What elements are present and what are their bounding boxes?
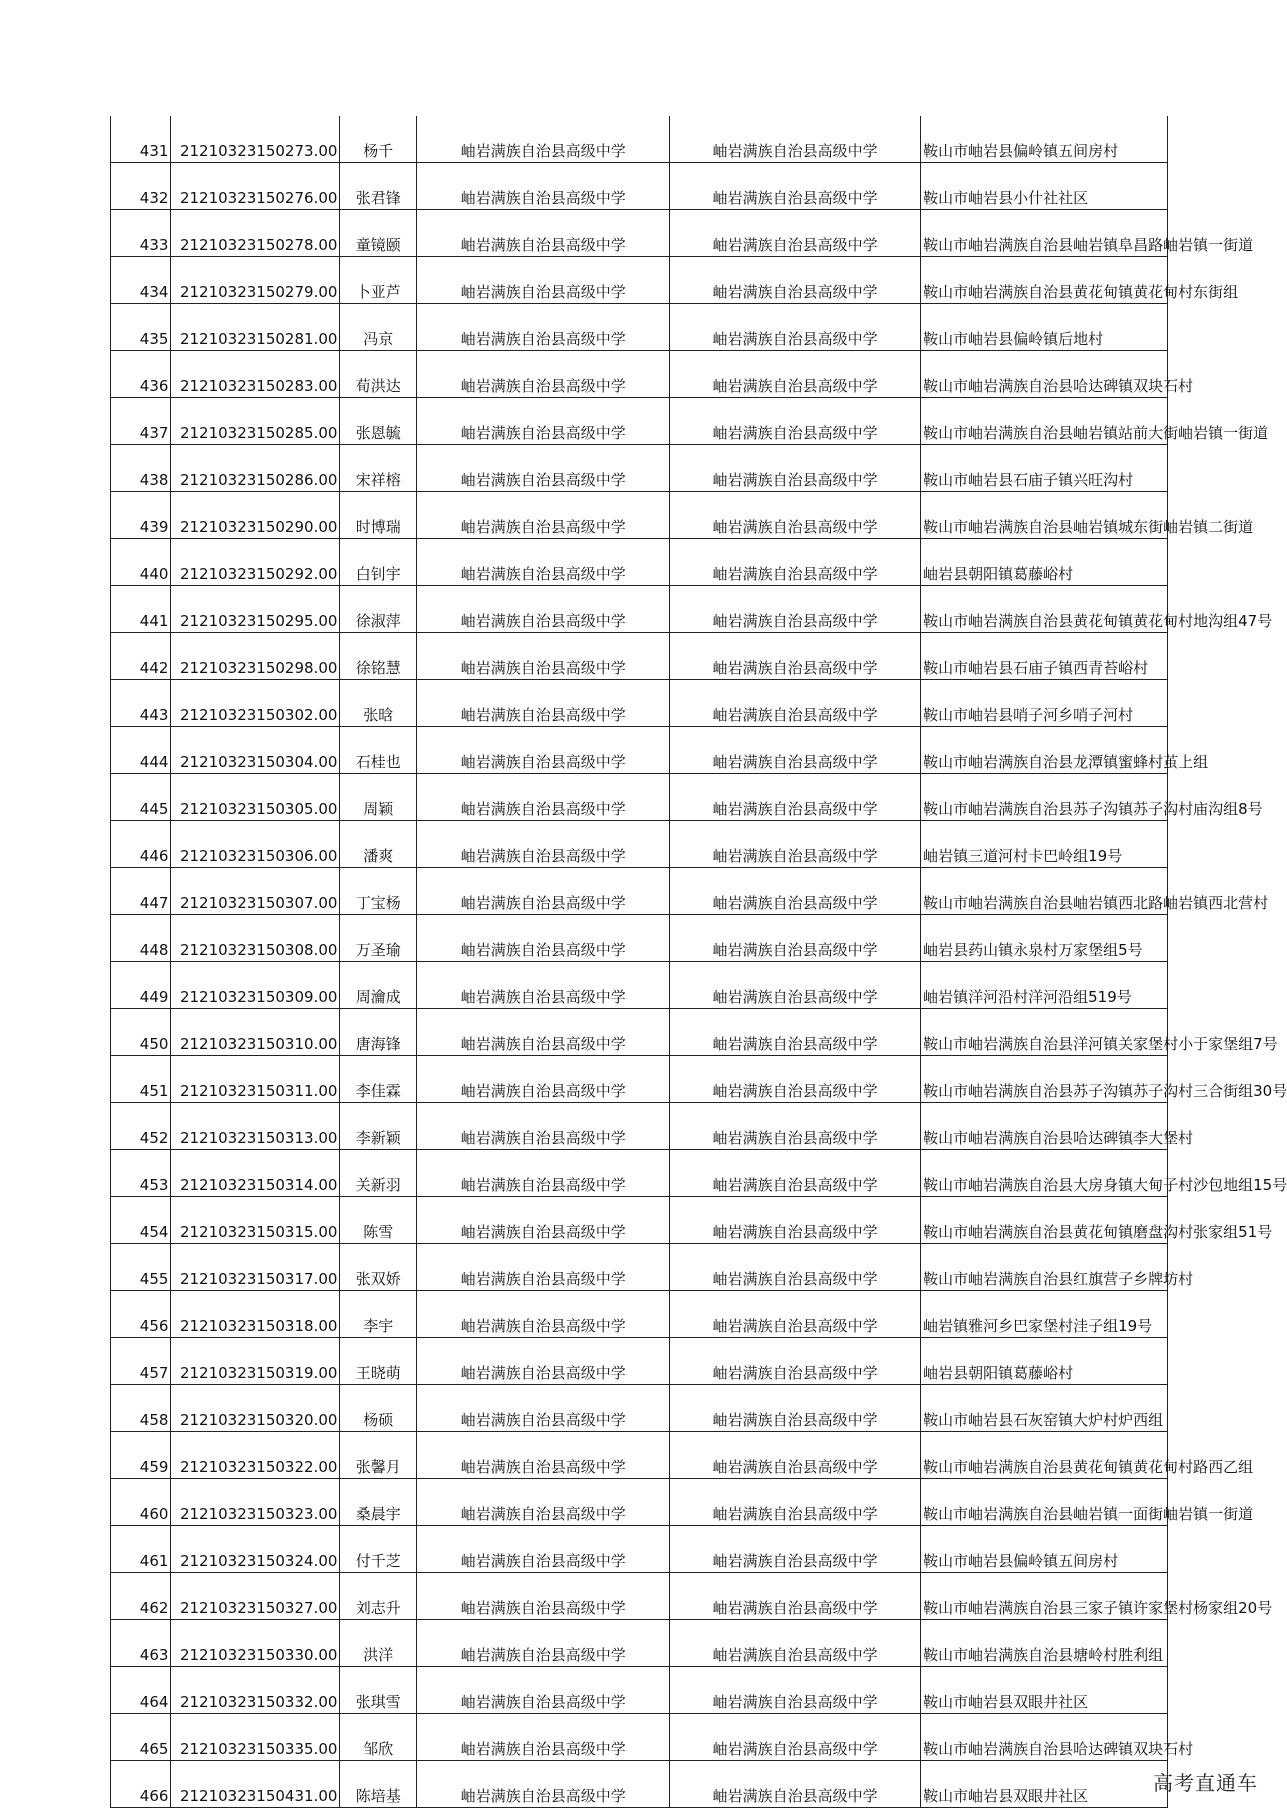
school-cell: 岫岩满族自治县高级中学 [417,163,670,210]
address-cell: 鞍山市岫岩满族自治县岫岩镇站前大街岫岩镇一街道 [921,398,1168,445]
row-number-cell: 451 [111,1056,171,1103]
graduating-school-cell: 岫岩满族自治县高级中学 [670,1009,921,1056]
address-cell: 鞍山市岫岩县石庙子镇西青苔峪村 [921,633,1168,680]
table-row [111,304,1168,351]
row-number-cell: 452 [111,1103,171,1150]
graduating-school-cell: 岫岩满族自治县高级中学 [670,868,921,915]
graduating-school-cell: 岫岩满族自治县高级中学 [670,1526,921,1573]
exam-id-cell: 21210323150332.00 [171,1667,340,1714]
student-name-cell: 张双娇 [340,1244,417,1291]
table-row [111,821,1168,868]
table-row [111,1009,1168,1056]
student-name-cell: 徐铭慧 [340,633,417,680]
address-cell: 鞍山市岫岩满族自治县大房身镇大甸子村沙包地组15号 [921,1150,1168,1197]
exam-id-cell: 21210323150308.00 [171,915,340,962]
address-cell: 鞍山市岫岩满族自治县苏子沟镇苏子沟村庙沟组8号 [921,774,1168,821]
exam-id-cell: 21210323150311.00 [171,1056,340,1103]
graduating-school-cell: 岫岩满族自治县高级中学 [670,1714,921,1761]
exam-id-cell: 21210323150320.00 [171,1385,340,1432]
exam-id-cell: 21210323150302.00 [171,680,340,727]
school-cell: 岫岩满族自治县高级中学 [417,304,670,351]
address-cell: 鞍山市岫岩县小什社社区 [921,163,1168,210]
table-row [111,1291,1168,1338]
table-row [111,727,1168,774]
row-number-cell: 433 [111,210,171,257]
student-name-cell: 杨千 [340,116,417,163]
exam-id-cell: 21210323150285.00 [171,398,340,445]
table-row [111,774,1168,821]
graduating-school-cell: 岫岩满族自治县高级中学 [670,821,921,868]
table-row [111,868,1168,915]
row-number-cell: 459 [111,1432,171,1479]
student-name-cell: 桑晨宇 [340,1479,417,1526]
exam-id-cell: 21210323150305.00 [171,774,340,821]
row-number-cell: 441 [111,586,171,633]
exam-id-cell: 21210323150290.00 [171,492,340,539]
graduating-school-cell: 岫岩满族自治县高级中学 [670,210,921,257]
address-cell: 岫岩县朝阳镇葛藤峪村 [921,539,1168,586]
student-name-cell: 荀洪达 [340,351,417,398]
exam-id-cell: 21210323150327.00 [171,1573,340,1620]
graduating-school-cell: 岫岩满族自治县高级中学 [670,539,921,586]
address-cell: 鞍山市岫岩满族自治县红旗营子乡牌坊村 [921,1244,1168,1291]
school-cell: 岫岩满族自治县高级中学 [417,1526,670,1573]
school-cell: 岫岩满族自治县高级中学 [417,116,670,163]
address-cell: 鞍山市岫岩满族自治县苏子沟镇苏子沟村三合街组30号 [921,1056,1168,1103]
graduating-school-cell: 岫岩满族自治县高级中学 [670,680,921,727]
exam-id-cell: 21210323150309.00 [171,962,340,1009]
table-row [111,633,1168,680]
table-row [111,539,1168,586]
row-number-cell: 435 [111,304,171,351]
table-row [111,492,1168,539]
exam-id-cell: 21210323150281.00 [171,304,340,351]
exam-id-cell: 21210323150330.00 [171,1620,340,1667]
row-number-cell: 432 [111,163,171,210]
graduating-school-cell: 岫岩满族自治县高级中学 [670,304,921,351]
student-name-cell: 洪洋 [340,1620,417,1667]
graduating-school-cell: 岫岩满族自治县高级中学 [670,398,921,445]
student-name-cell: 宋祥榕 [340,445,417,492]
graduating-school-cell: 岫岩满族自治县高级中学 [670,1197,921,1244]
address-cell: 岫岩镇三道河村卡巴岭组19号 [921,821,1168,868]
student-name-cell: 张晗 [340,680,417,727]
student-name-cell: 张馨月 [340,1432,417,1479]
table-row [111,1573,1168,1620]
school-cell: 岫岩满族自治县高级中学 [417,680,670,727]
graduating-school-cell: 岫岩满族自治县高级中学 [670,1667,921,1714]
exam-id-cell: 21210323150318.00 [171,1291,340,1338]
graduating-school-cell: 岫岩满族自治县高级中学 [670,163,921,210]
student-name-cell: 冯京 [340,304,417,351]
school-cell: 岫岩满族自治县高级中学 [417,633,670,680]
student-name-cell: 邹欣 [340,1714,417,1761]
address-cell: 鞍山市岫岩满族自治县黄花甸镇磨盘沟村张家组51号 [921,1197,1168,1244]
school-cell: 岫岩满族自治县高级中学 [417,257,670,304]
school-cell: 岫岩满族自治县高级中学 [417,351,670,398]
graduating-school-cell: 岫岩满族自治县高级中学 [670,1244,921,1291]
student-name-cell: 王晓萌 [340,1338,417,1385]
table-row [111,1526,1168,1573]
row-number-cell: 444 [111,727,171,774]
row-number-cell: 445 [111,774,171,821]
table-row [111,1432,1168,1479]
address-cell: 鞍山市岫岩满族自治县黄花甸镇黄花甸村东街组 [921,257,1168,304]
exam-id-cell: 21210323150335.00 [171,1714,340,1761]
school-cell: 岫岩满族自治县高级中学 [417,1056,670,1103]
address-cell: 鞍山市岫岩县偏岭镇后地村 [921,304,1168,351]
school-cell: 岫岩满族自治县高级中学 [417,774,670,821]
table-row [111,1244,1168,1291]
school-cell: 岫岩满族自治县高级中学 [417,1573,670,1620]
school-cell: 岫岩满族自治县高级中学 [417,962,670,1009]
graduating-school-cell: 岫岩满族自治县高级中学 [670,633,921,680]
student-name-cell: 关新羽 [340,1150,417,1197]
table-row [111,680,1168,727]
table-row [111,1714,1168,1761]
row-number-cell: 464 [111,1667,171,1714]
address-cell: 鞍山市岫岩满族自治县哈达碑镇双块石村 [921,1714,1168,1761]
table-row [111,1056,1168,1103]
address-cell: 鞍山市岫岩县石庙子镇兴旺沟村 [921,445,1168,492]
exam-id-cell: 21210323150292.00 [171,539,340,586]
row-number-cell: 442 [111,633,171,680]
student-name-cell: 陈培基 [340,1761,417,1808]
exam-id-cell: 21210323150276.00 [171,163,340,210]
address-cell: 鞍山市岫岩满族自治县塘岭村胜利组 [921,1620,1168,1667]
table-row [111,1197,1168,1244]
row-number-cell: 462 [111,1573,171,1620]
exam-id-cell: 21210323150319.00 [171,1338,340,1385]
address-cell: 鞍山市岫岩县偏岭镇五间房村 [921,1526,1168,1573]
row-number-cell: 461 [111,1526,171,1573]
student-name-cell: 时博瑞 [340,492,417,539]
row-number-cell: 456 [111,1291,171,1338]
exam-id-cell: 21210323150304.00 [171,727,340,774]
graduating-school-cell: 岫岩满族自治县高级中学 [670,1620,921,1667]
address-cell: 岫岩县朝阳镇葛藤峪村 [921,1338,1168,1385]
exam-id-cell: 21210323150314.00 [171,1150,340,1197]
row-number-cell: 439 [111,492,171,539]
graduating-school-cell: 岫岩满族自治县高级中学 [670,1056,921,1103]
graduating-school-cell: 岫岩满族自治县高级中学 [670,1573,921,1620]
student-name-cell: 石桂也 [340,727,417,774]
address-cell: 鞍山市岫岩满族自治县龙潭镇蜜蜂村茧上组 [921,727,1168,774]
student-name-cell: 杨硕 [340,1385,417,1432]
row-number-cell: 440 [111,539,171,586]
student-name-cell: 童镜颐 [340,210,417,257]
exam-id-cell: 21210323150273.00 [171,116,340,163]
exam-id-cell: 21210323150307.00 [171,868,340,915]
school-cell: 岫岩满族自治县高级中学 [417,1761,670,1808]
school-cell: 岫岩满族自治县高级中学 [417,1103,670,1150]
address-cell: 鞍山市岫岩县双眼井社区 [921,1667,1168,1714]
row-number-cell: 460 [111,1479,171,1526]
graduating-school-cell: 岫岩满族自治县高级中学 [670,1761,921,1808]
table-row [111,1479,1168,1526]
graduating-school-cell: 岫岩满族自治县高级中学 [670,1432,921,1479]
graduating-school-cell: 岫岩满族自治县高级中学 [670,774,921,821]
address-cell: 鞍山市岫岩满族自治县哈达碑镇双块石村 [921,351,1168,398]
school-cell: 岫岩满族自治县高级中学 [417,492,670,539]
address-cell: 鞍山市岫岩满族自治县黄花甸镇黄花甸村地沟组47号 [921,586,1168,633]
row-number-cell: 457 [111,1338,171,1385]
student-name-cell: 白钊宇 [340,539,417,586]
table-row [111,445,1168,492]
graduating-school-cell: 岫岩满族自治县高级中学 [670,1479,921,1526]
school-cell: 岫岩满族自治县高级中学 [417,1244,670,1291]
address-cell: 鞍山市岫岩满族自治县三家子镇许家堡村杨家组20号 [921,1573,1168,1620]
exam-id-cell: 21210323150317.00 [171,1244,340,1291]
row-number-cell: 434 [111,257,171,304]
student-name-cell: 李佳霖 [340,1056,417,1103]
exam-id-cell: 21210323150279.00 [171,257,340,304]
school-cell: 岫岩满族自治县高级中学 [417,1009,670,1056]
student-name-cell: 唐海锋 [340,1009,417,1056]
table-row [111,586,1168,633]
table-row [111,1620,1168,1667]
table-row [111,398,1168,445]
table-row [111,1150,1168,1197]
address-cell: 岫岩镇雅河乡巴家堡村洼子组19号 [921,1291,1168,1338]
graduating-school-cell: 岫岩满族自治县高级中学 [670,1103,921,1150]
student-name-cell: 周瀹成 [340,962,417,1009]
row-number-cell: 431 [111,116,171,163]
school-cell: 岫岩满族自治县高级中学 [417,1432,670,1479]
school-cell: 岫岩满族自治县高级中学 [417,445,670,492]
table-row [111,1103,1168,1150]
exam-id-cell: 21210323150322.00 [171,1432,340,1479]
address-cell: 鞍山市岫岩满族自治县黄花甸镇黄花甸村路西乙组 [921,1432,1168,1479]
address-cell: 鞍山市岫岩县双眼井社区 [921,1761,1168,1808]
row-number-cell: 455 [111,1244,171,1291]
row-number-cell: 465 [111,1714,171,1761]
address-cell: 鞍山市岫岩满族自治县岫岩镇阜昌路岫岩镇一街道 [921,210,1168,257]
row-number-cell: 453 [111,1150,171,1197]
row-number-cell: 454 [111,1197,171,1244]
table-row [111,1667,1168,1714]
address-cell: 鞍山市岫岩县石灰窑镇大炉村炉西组 [921,1385,1168,1432]
row-number-cell: 446 [111,821,171,868]
address-cell: 鞍山市岫岩县偏岭镇五间房村 [921,116,1168,163]
school-cell: 岫岩满族自治县高级中学 [417,1197,670,1244]
graduating-school-cell: 岫岩满族自治县高级中学 [670,1291,921,1338]
school-cell: 岫岩满族自治县高级中学 [417,1338,670,1385]
school-cell: 岫岩满族自治县高级中学 [417,915,670,962]
school-cell: 岫岩满族自治县高级中学 [417,1385,670,1432]
exam-id-cell: 21210323150431.00 [171,1761,340,1808]
exam-id-cell: 21210323150324.00 [171,1526,340,1573]
graduating-school-cell: 岫岩满族自治县高级中学 [670,116,921,163]
table-row [111,915,1168,962]
student-name-cell: 潘爽 [340,821,417,868]
school-cell: 岫岩满族自治县高级中学 [417,1667,670,1714]
school-cell: 岫岩满族自治县高级中学 [417,1714,670,1761]
student-name-cell: 徐淑萍 [340,586,417,633]
row-number-cell: 438 [111,445,171,492]
row-number-cell: 466 [111,1761,171,1808]
table-row [111,116,1168,163]
graduating-school-cell: 岫岩满族自治县高级中学 [670,492,921,539]
row-number-cell: 436 [111,351,171,398]
school-cell: 岫岩满族自治县高级中学 [417,727,670,774]
student-name-cell: 付千芝 [340,1526,417,1573]
exam-id-cell: 21210323150306.00 [171,821,340,868]
address-cell: 岫岩镇洋河沿村洋河沿组519号 [921,962,1168,1009]
graduating-school-cell: 岫岩满族自治县高级中学 [670,1385,921,1432]
exam-id-cell: 21210323150295.00 [171,586,340,633]
row-number-cell: 437 [111,398,171,445]
graduating-school-cell: 岫岩满族自治县高级中学 [670,1150,921,1197]
student-name-cell: 刘志升 [340,1573,417,1620]
student-name-cell: 李新颖 [340,1103,417,1150]
exam-id-cell: 21210323150315.00 [171,1197,340,1244]
student-name-cell: 张琪雪 [340,1667,417,1714]
row-number-cell: 450 [111,1009,171,1056]
table-row [111,1338,1168,1385]
student-name-cell: 周颖 [340,774,417,821]
graduating-school-cell: 岫岩满族自治县高级中学 [670,915,921,962]
student-name-cell: 张君锋 [340,163,417,210]
address-cell: 鞍山市岫岩满族自治县岫岩镇城东街岫岩镇二街道 [921,492,1168,539]
graduating-school-cell: 岫岩满族自治县高级中学 [670,727,921,774]
exam-id-cell: 21210323150313.00 [171,1103,340,1150]
school-cell: 岫岩满族自治县高级中学 [417,210,670,257]
address-cell: 鞍山市岫岩满族自治县岫岩镇西北路岫岩镇西北营村 [921,868,1168,915]
graduating-school-cell: 岫岩满族自治县高级中学 [670,445,921,492]
school-cell: 岫岩满族自治县高级中学 [417,821,670,868]
student-name-cell: 张恩毓 [340,398,417,445]
exam-id-cell: 21210323150278.00 [171,210,340,257]
exam-id-cell: 21210323150298.00 [171,633,340,680]
school-cell: 岫岩满族自治县高级中学 [417,1291,670,1338]
school-cell: 岫岩满族自治县高级中学 [417,539,670,586]
school-cell: 岫岩满族自治县高级中学 [417,1479,670,1526]
address-cell: 岫岩县药山镇永泉村万家堡组5号 [921,915,1168,962]
school-cell: 岫岩满族自治县高级中学 [417,586,670,633]
graduating-school-cell: 岫岩满族自治县高级中学 [670,586,921,633]
school-cell: 岫岩满族自治县高级中学 [417,1150,670,1197]
table-row [111,210,1168,257]
watermark-text: 高考直通车 [1153,1771,1258,1795]
exam-id-cell: 21210323150283.00 [171,351,340,398]
row-number-cell: 448 [111,915,171,962]
exam-id-cell: 21210323150323.00 [171,1479,340,1526]
table-row [111,962,1168,1009]
address-cell: 鞍山市岫岩满族自治县哈达碑镇李大堡村 [921,1103,1168,1150]
address-cell: 鞍山市岫岩县哨子河乡哨子河村 [921,680,1168,727]
row-number-cell: 458 [111,1385,171,1432]
address-cell: 鞍山市岫岩满族自治县洋河镇关家堡村小于家堡组7号 [921,1009,1168,1056]
graduating-school-cell: 岫岩满族自治县高级中学 [670,962,921,1009]
graduating-school-cell: 岫岩满族自治县高级中学 [670,351,921,398]
graduating-school-cell: 岫岩满族自治县高级中学 [670,257,921,304]
student-name-cell: 万圣瑜 [340,915,417,962]
table-row [111,351,1168,398]
exam-id-cell: 21210323150286.00 [171,445,340,492]
school-cell: 岫岩满族自治县高级中学 [417,868,670,915]
student-name-cell: 丁宝杨 [340,868,417,915]
row-number-cell: 447 [111,868,171,915]
row-number-cell: 463 [111,1620,171,1667]
school-cell: 岫岩满族自治县高级中学 [417,1620,670,1667]
table-row [111,1385,1168,1432]
graduating-school-cell: 岫岩满族自治县高级中学 [670,1338,921,1385]
student-name-cell: 卜亚芦 [340,257,417,304]
student-name-cell: 陈雪 [340,1197,417,1244]
address-cell: 鞍山市岫岩满族自治县岫岩镇一面街岫岩镇一街道 [921,1479,1168,1526]
school-cell: 岫岩满族自治县高级中学 [417,398,670,445]
table-row [111,1761,1168,1808]
row-number-cell: 449 [111,962,171,1009]
student-name-cell: 李宇 [340,1291,417,1338]
table-row [111,257,1168,304]
row-number-cell: 443 [111,680,171,727]
table-row [111,163,1168,210]
exam-id-cell: 21210323150310.00 [171,1009,340,1056]
